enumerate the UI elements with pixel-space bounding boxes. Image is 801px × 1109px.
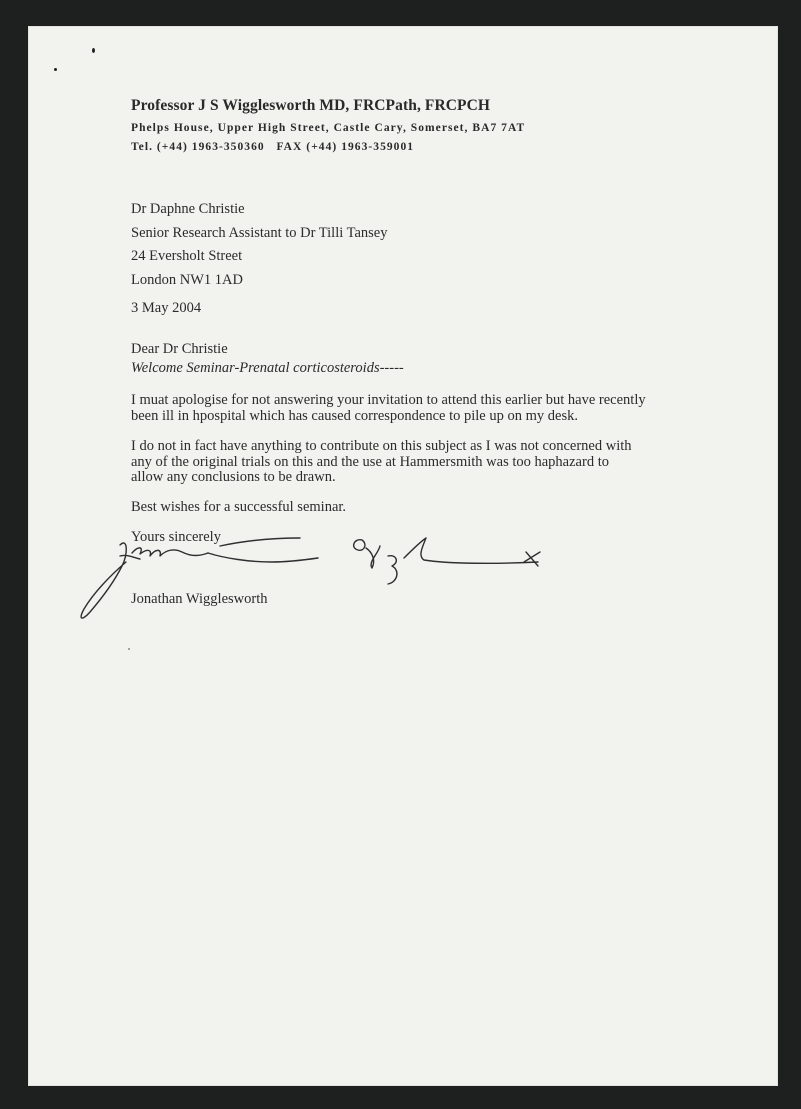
recipient-line: Senior Research Assistant to Dr Tilli Tansey: [131, 224, 388, 241]
salutation: Dear Dr Christie: [131, 341, 228, 357]
signatory-name: Jonathan Wigglesworth: [131, 591, 268, 607]
handwritten-signature: [28, 26, 778, 1086]
letterhead-address: Phelps House, Upper High Street, Castle Cary, Somerset, BA7 7AT: [131, 122, 526, 134]
letter-date: 3 May 2004: [131, 300, 202, 316]
paragraph-line: I do not in fact have anything to contribute on this subject as I was not concerned with: [131, 438, 632, 454]
recipient-line: 24 Eversholt Street: [131, 248, 243, 264]
closing: Yours sincerely: [131, 529, 221, 545]
paragraph-line: I muat apologise for not answering your invitation to attend this earlier but have recently: [131, 392, 646, 408]
paragraph-line: been ill in hpospital which has caused correspondence to pile up on my desk.: [131, 407, 578, 424]
letter-page: [28, 26, 778, 1086]
paragraph-wishes: Best wishes for a successful seminar.: [131, 499, 347, 515]
paragraph-line: any of the original trials on this and the use at Hammersmith was too haphazard to: [131, 453, 609, 470]
recipient-line: London NW1 1AD: [131, 271, 243, 288]
subject-line: Welcome Seminar-Prenatal corticosteroids-----: [131, 360, 404, 376]
paragraph-line: allow any conclusions to be drawn.: [131, 469, 336, 485]
letterhead-name: Professor J S Wigglesworth MD, FRCPath, FRCPCH: [131, 97, 491, 114]
recipient-line: Dr Daphne Christie: [131, 201, 245, 217]
letterhead-phone-fax: Tel. (+44) 1963-350360 FAX (+44) 1963-359001: [131, 141, 415, 153]
speck-mark: [128, 648, 130, 650]
